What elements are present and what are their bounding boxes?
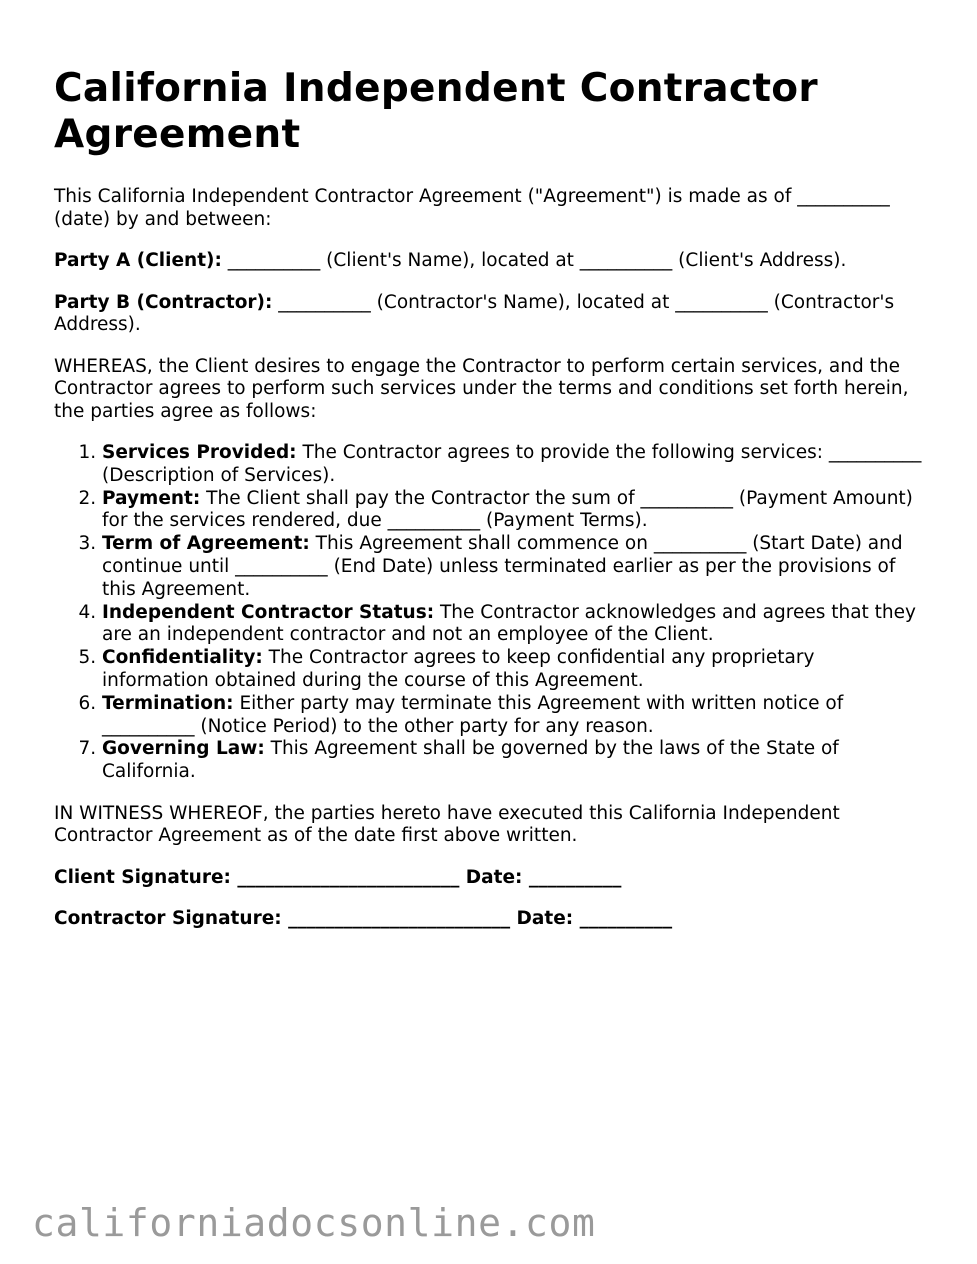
list-item <box>102 442 924 488</box>
list-item <box>102 693 924 739</box>
list-item <box>102 602 924 648</box>
party-a-paragraph <box>54 250 924 273</box>
clause-text: This Agreement shall be governed by the laws of the State of California. <box>102 738 839 783</box>
intro-paragraph: This California Independent Contractor Agreement ("Agreement") is made as of __________ (date) by and between: <box>54 186 890 230</box>
party-a-text: __________ (Client's Name), located at __________ (Client's Address). <box>221 250 847 271</box>
clause-label: Confidentiality: <box>102 647 263 669</box>
document-body <box>54 66 924 950</box>
clause-list <box>54 442 924 784</box>
contractor-signature-line <box>54 908 924 931</box>
whereas-paragraph: WHEREAS, the Client desires to engage the Contractor to perform certain services, and the Contractor agrees to perform such services under the terms and conditions set forth herein, the parties agree as follows: <box>54 355 909 422</box>
party-b-paragraph <box>54 292 924 337</box>
list-item <box>102 488 924 534</box>
client-signature-text: Client Signature: ________________________ Date: __________ <box>54 866 622 888</box>
list-item <box>102 533 924 601</box>
clause-label: Services Provided: <box>102 442 297 463</box>
list-item <box>102 738 924 784</box>
clause-text: The Contractor acknowledges and agrees that they are an independent contractor and not an employee of the Client. <box>102 601 916 646</box>
client-signature-line <box>54 867 924 890</box>
clause-text: This Agreement shall commence on __________ (Start Date) and continue until __________ (End Date) unless terminated earlier as per the provisions of this Agreement. <box>102 533 903 600</box>
party-b-label: Party B (Contractor): <box>54 291 273 313</box>
clause-label: Governing Law: <box>102 738 265 760</box>
clause-text: The Contractor agrees to keep confidential any proprietary information obtained during the course of this Agreement. <box>102 647 815 691</box>
clause-text: The Contractor agrees to provide the following services: __________ (Description of Services). <box>102 442 922 486</box>
watermark: californiadocsonline.com <box>32 1201 596 1245</box>
clause-label: Payment: <box>102 487 201 509</box>
clause-text: Either party may terminate this Agreement with written notice of __________ (Notice Period) to the other party for any reason. <box>102 692 844 737</box>
party-b-text: __________ (Contractor's Name), located at __________ (Contractor's Address). <box>54 291 895 335</box>
party-a-label: Party A (Client): <box>54 250 222 271</box>
clause-text: The Client shall pay the Contractor the sum of __________ (Payment Amount) for the services rendered, due __________ (Payment Terms). <box>102 487 913 532</box>
clause-label: Term of Agreement: <box>102 533 310 555</box>
clause-label: Termination: <box>102 692 234 714</box>
clause-label: Independent Contractor Status: <box>102 601 435 623</box>
page-title: California Independent Contractor Agreement <box>54 66 818 157</box>
contractor-signature-text: Contractor Signature: ________________________ Date: __________ <box>54 908 673 930</box>
witness-paragraph: IN WITNESS WHEREOF, the parties hereto have executed this California Independent Contractor Agreement as of the date first above written. <box>54 802 840 847</box>
list-item <box>102 647 924 693</box>
